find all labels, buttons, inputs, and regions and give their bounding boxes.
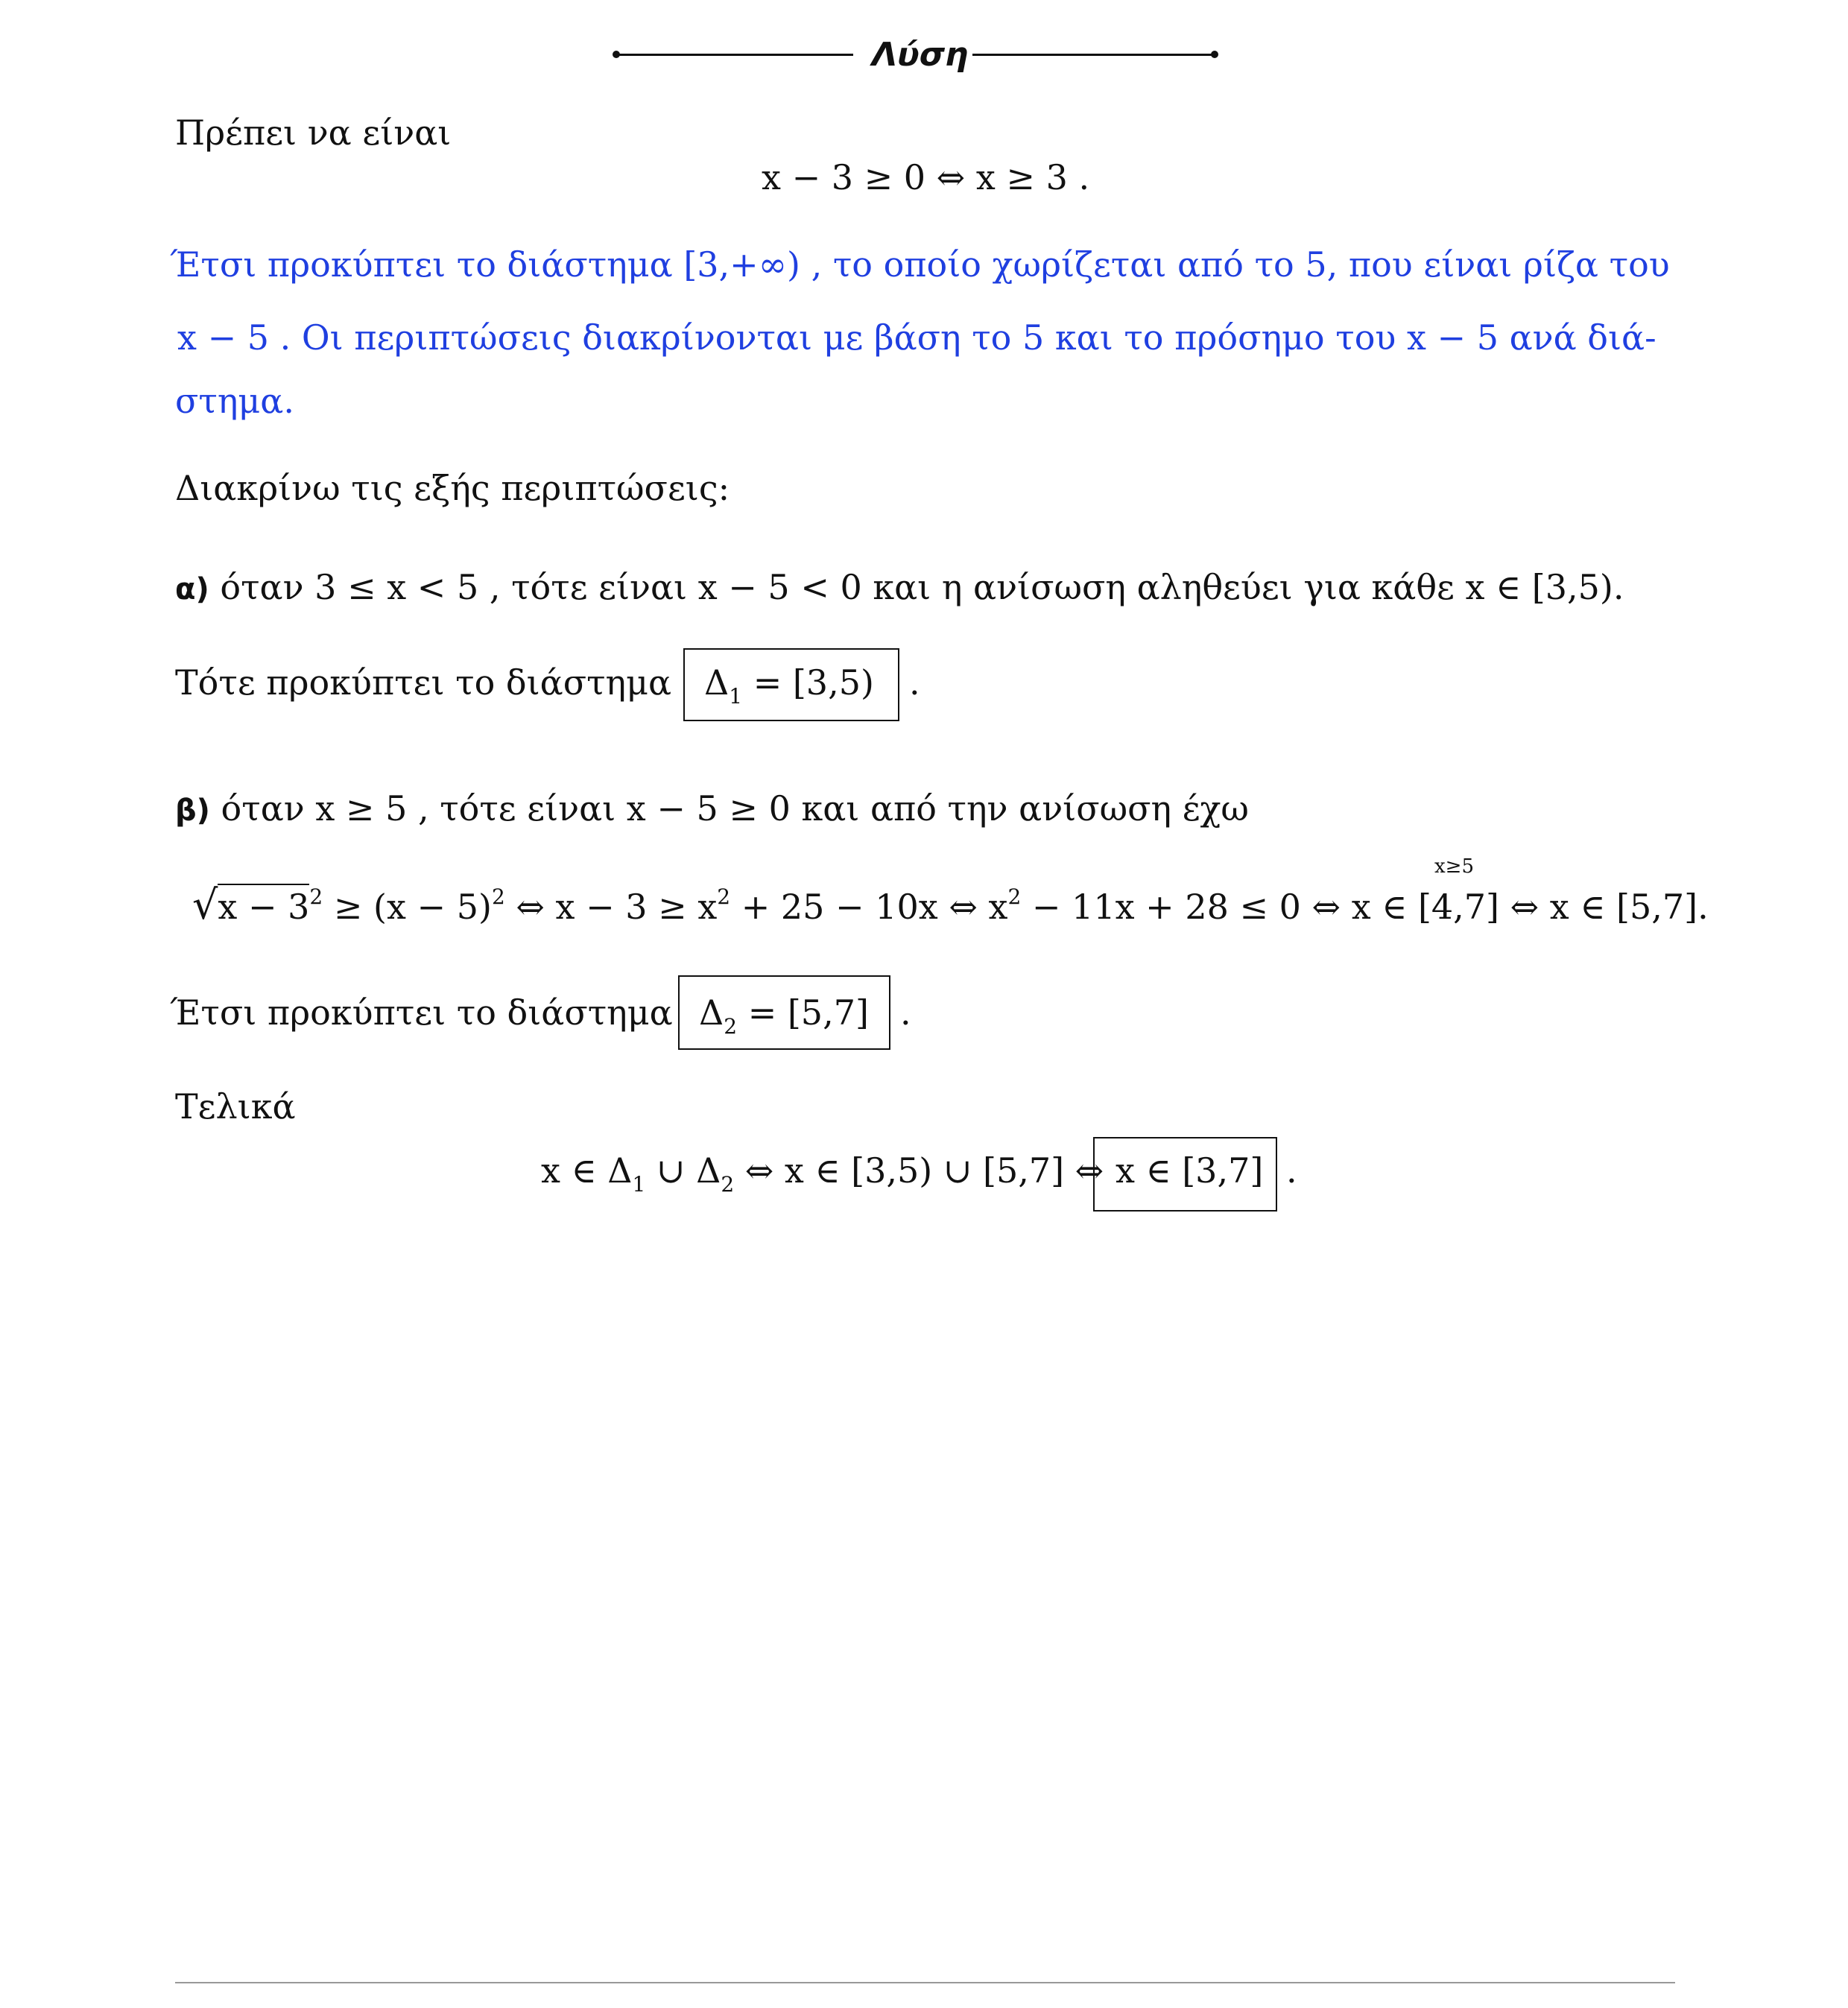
case-a-interval: [3,5) — [1531, 567, 1613, 607]
intro-line: Πρέπει να είναι — [175, 113, 452, 153]
final-sub1: 1 — [632, 1172, 646, 1197]
case-a-line — [175, 567, 1624, 607]
delta-subscript: 1 — [729, 684, 743, 709]
sqrt-sign: √ — [192, 881, 218, 928]
eq-sup3: 2 — [717, 884, 731, 909]
case-a-result-text: Τότε προκύπτει το διάστημα — [175, 662, 672, 703]
final-part3: ⇔ x ∈ [3,5) ∪ [5,7] ⇔ — [744, 1150, 1104, 1191]
eq-interval1: [4,7] — [1417, 887, 1499, 927]
final-equation — [541, 1150, 1104, 1197]
case-b-line — [175, 788, 1249, 829]
case-b-result-text: Έτσι προκύπτει το διάστημα — [170, 992, 673, 1033]
note-line1-interval: [3,+∞) — [683, 244, 800, 285]
sqrt-power: 2 — [309, 884, 323, 909]
eq-sup4: 2 — [1007, 884, 1022, 909]
case-a-result-end: . — [909, 662, 920, 703]
delta-symbol: Δ — [699, 992, 724, 1033]
case-a-end: . — [1613, 567, 1624, 607]
case-b-result-interval: = [5,7] — [747, 992, 869, 1033]
eq-interval2: [5,7] — [1616, 887, 1698, 927]
case-a-result-interval: = [3,5) — [753, 662, 874, 703]
eq-part5: − 11x + 28 ≤ 0 ⇔ x ∈ — [1031, 887, 1408, 927]
footer-divider — [175, 1982, 1675, 1983]
header-title: Λύση — [872, 36, 969, 74]
case-b-over-label: x≥5 — [1434, 855, 1474, 878]
header-left-rule — [616, 54, 853, 56]
eq-arrow: ⇔ — [1510, 887, 1540, 927]
note-line-1 — [170, 244, 1670, 285]
note-line-2: x − 5 . Οι περιπτώσεις διακρίνονται με βάση το 5 και το πρόσημο του x − 5 ανά διά- — [177, 317, 1656, 358]
final-part2: ∪ Δ — [656, 1150, 721, 1191]
note-line1-after: , το οποίο χωρίζεται από το 5, που είναι ρίζα του — [811, 244, 1670, 285]
case-a-result-box-content — [704, 662, 874, 709]
eq-part3: ⇔ x − 3 ≥ x — [516, 887, 718, 927]
final-result-box-content: x ∈ [3,7] — [1116, 1150, 1264, 1191]
case-b-text: όταν x ≥ 5 , τότε είναι x − 5 ≥ 0 και από την ανίσωση έχω — [221, 788, 1249, 829]
case-b-equation — [192, 881, 1709, 928]
header-right-dot — [1211, 51, 1218, 58]
case-b-label: β) — [175, 794, 210, 828]
case-b-result-end: . — [900, 992, 911, 1033]
cases-intro: Διακρίνω τις εξής περιπτώσεις: — [175, 468, 730, 508]
final-sub2: 2 — [721, 1172, 735, 1197]
eq-part4: + 25 − 10x ⇔ x — [741, 887, 1008, 927]
eq-end: . — [1697, 887, 1709, 927]
delta-symbol: Δ — [704, 662, 730, 703]
eq-part2: ≥ (x − 5) — [333, 887, 492, 927]
intro-condition: x − 3 ≥ 0 ⇔ x ≥ 3 . — [762, 157, 1090, 197]
case-b-result-box-content — [699, 992, 869, 1039]
header-right-rule — [972, 54, 1215, 56]
case-a-label: α) — [175, 572, 209, 606]
eq-sup2: 2 — [491, 884, 505, 909]
note-line1-before: Έτσι προκύπτει το διάστημα — [170, 244, 673, 285]
sqrt-radicand: x − 3 — [218, 884, 309, 927]
final-label: Τελικά — [175, 1086, 296, 1127]
note-line-3: στημα. — [175, 381, 294, 421]
eq-part6: x ∈ — [1549, 887, 1606, 927]
case-a-text: όταν 3 ≤ x < 5 , τότε είναι x − 5 < 0 και η ανίσωση αληθεύει για κάθε x ∈ — [220, 567, 1522, 607]
final-part1: x ∈ Δ — [541, 1150, 633, 1191]
final-end: . — [1286, 1150, 1297, 1191]
delta-subscript: 2 — [724, 1014, 738, 1039]
